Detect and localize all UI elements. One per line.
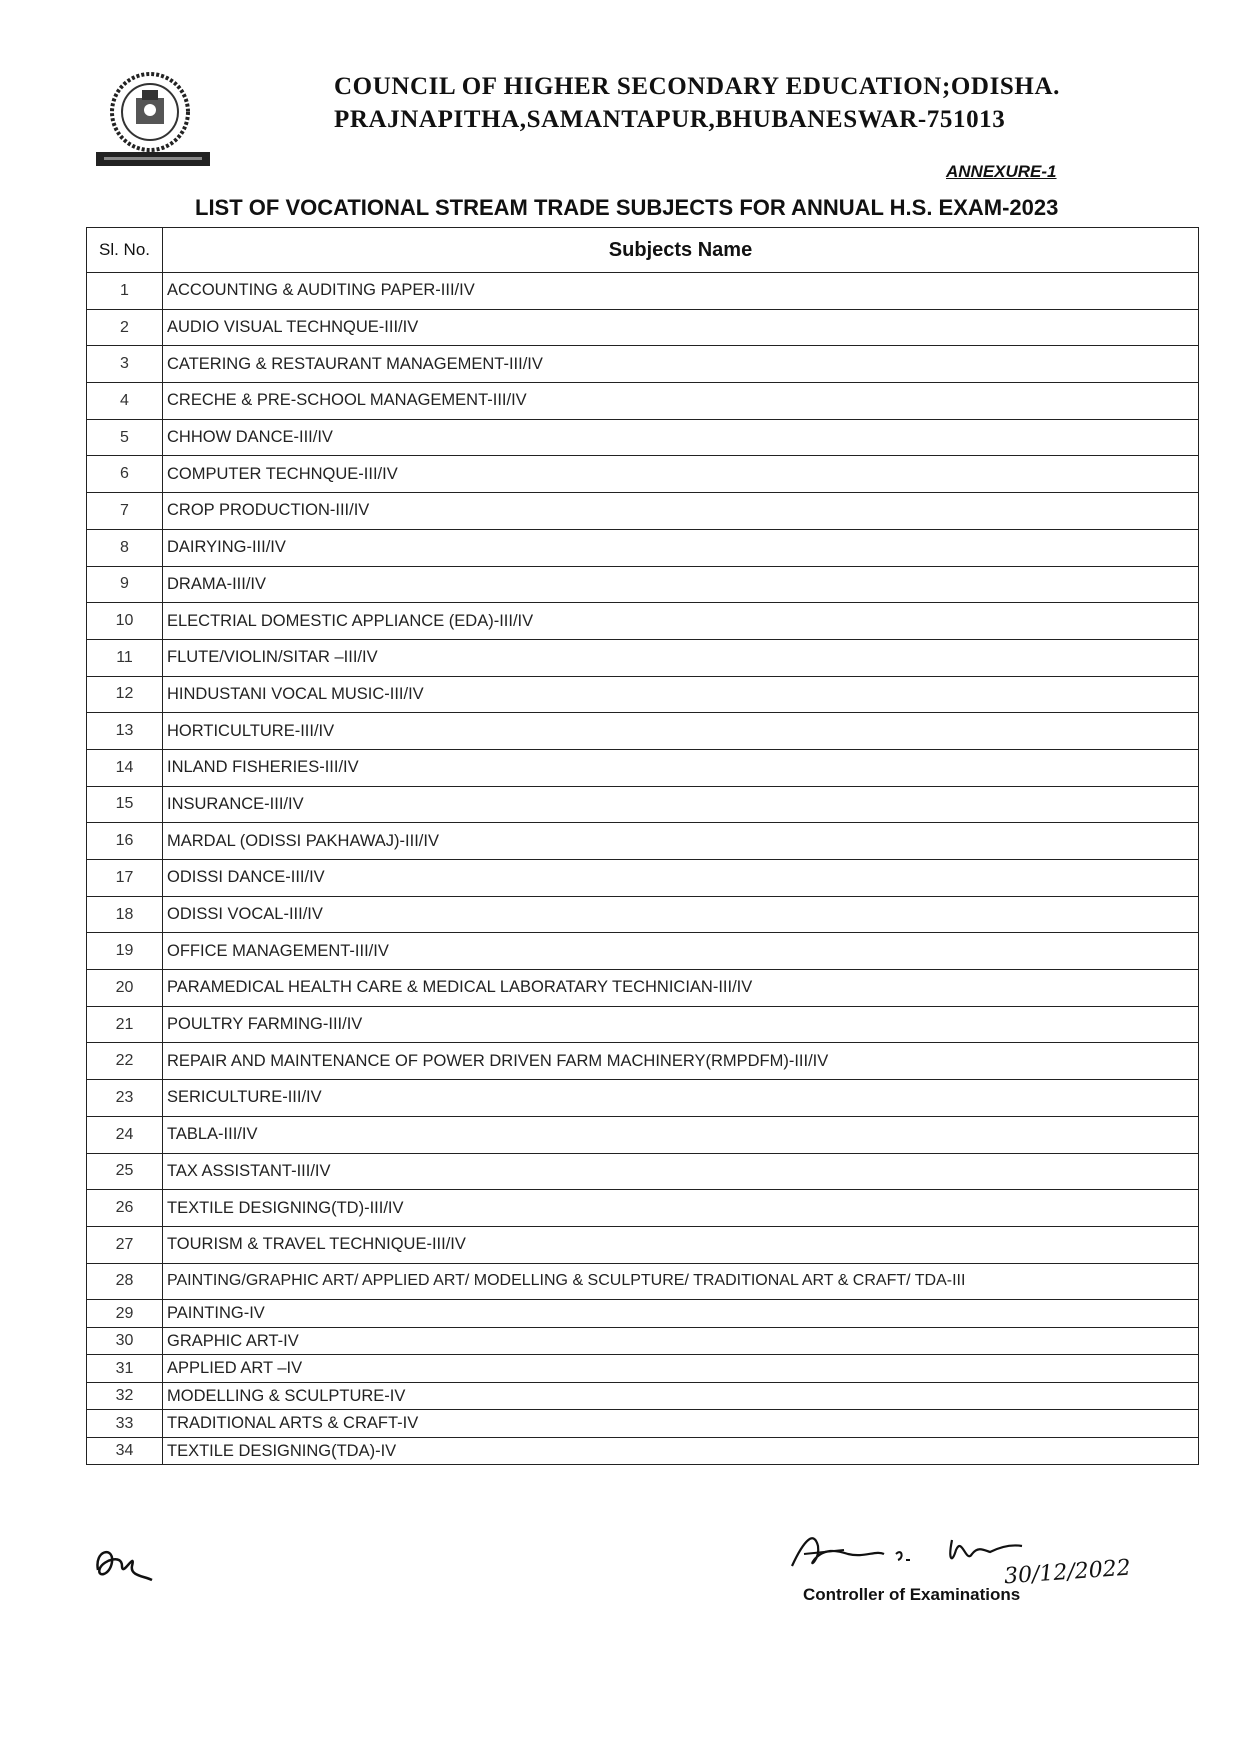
table-row	[87, 1355, 1199, 1383]
serial-number-cell: 21	[87, 1006, 163, 1043]
subjects-table	[86, 227, 1199, 1465]
subject-name-cell: DAIRYING-III/IV	[163, 529, 1199, 566]
controller-of-examinations-label: Controller of Examinations	[803, 1585, 1021, 1604]
subject-name-cell: PARAMEDICAL HEALTH CARE & MEDICAL LABORATARY TECHNICIAN-III/IV	[163, 970, 1199, 1007]
serial-number-cell: 13	[87, 713, 163, 750]
serial-number-cell: 30	[87, 1327, 163, 1355]
table-row	[87, 566, 1199, 603]
table-row	[87, 309, 1199, 346]
table-row	[87, 273, 1199, 310]
table-row	[87, 419, 1199, 456]
subject-name-cell: TRADITIONAL ARTS & CRAFT-IV	[163, 1410, 1199, 1438]
table-row	[87, 713, 1199, 750]
subject-name-cell: MARDAL (ODISSI PAKHAWAJ)-III/IV	[163, 823, 1199, 860]
subject-name-cell: INLAND FISHERIES-III/IV	[163, 749, 1199, 786]
organization-title	[334, 70, 1094, 136]
table-row	[87, 786, 1199, 823]
table-row	[87, 860, 1199, 897]
serial-number-cell: 28	[87, 1263, 163, 1300]
subject-name-cell: FLUTE/VIOLIN/SITAR –III/IV	[163, 639, 1199, 676]
table-row	[87, 456, 1199, 493]
table-row	[87, 529, 1199, 566]
column-header-subjects-name: Subjects Name	[163, 228, 1199, 273]
signature-date: 30/12/2022	[1003, 1555, 1132, 1590]
serial-number-cell: 14	[87, 749, 163, 786]
subject-name-cell: HINDUSTANI VOCAL MUSIC-III/IV	[163, 676, 1199, 713]
serial-number-cell: 22	[87, 1043, 163, 1080]
serial-number-cell: 12	[87, 676, 163, 713]
serial-number-cell: 31	[87, 1355, 163, 1383]
subject-name-cell: GRAPHIC ART-IV	[163, 1327, 1199, 1355]
subject-name-cell: TEXTILE DESIGNING(TDA)-IV	[163, 1437, 1199, 1465]
serial-number-cell: 4	[87, 383, 163, 420]
council-seal-logo	[92, 68, 214, 168]
table-row	[87, 1382, 1199, 1410]
serial-number-cell: 15	[87, 786, 163, 823]
serial-number-cell: 34	[87, 1437, 163, 1465]
subject-name-cell: ELECTRIAL DOMESTIC APPLIANCE (EDA)-III/IV	[163, 603, 1199, 640]
serial-number-cell: 24	[87, 1116, 163, 1153]
subject-name-cell: ODISSI VOCAL-III/IV	[163, 896, 1199, 933]
serial-number-cell: 10	[87, 603, 163, 640]
table-row	[87, 1437, 1199, 1465]
serial-number-cell: 16	[87, 823, 163, 860]
subject-name-cell: CRECHE & PRE-SCHOOL MANAGEMENT-III/IV	[163, 383, 1199, 420]
subject-name-cell: ODISSI DANCE-III/IV	[163, 860, 1199, 897]
subject-name-cell: PAINTING/GRAPHIC ART/ APPLIED ART/ MODELLING & SCULPTURE/ TRADITIONAL ART & CRAFT/ TDA-III	[163, 1263, 1199, 1300]
table-row	[87, 1410, 1199, 1438]
table-row	[87, 603, 1199, 640]
table-row	[87, 1190, 1199, 1227]
subject-name-cell: COMPUTER TECHNQUE-III/IV	[163, 456, 1199, 493]
table-row	[87, 1043, 1199, 1080]
organization-name: COUNCIL OF HIGHER SECONDARY EDUCATION;ODISHA.	[334, 73, 1060, 100]
table-row	[87, 639, 1199, 676]
table-row	[87, 1080, 1199, 1117]
list-title: LIST OF VOCATIONAL STREAM TRADE SUBJECTS FOR ANNUAL H.S. EXAM-2023	[195, 195, 1059, 220]
subject-name-cell: TABLA-III/IV	[163, 1116, 1199, 1153]
serial-number-cell: 7	[87, 493, 163, 530]
table-row	[87, 1006, 1199, 1043]
table-row	[87, 823, 1199, 860]
table-row	[87, 383, 1199, 420]
annexure-label: ANNEXURE-1	[946, 162, 1057, 181]
serial-number-cell: 26	[87, 1190, 163, 1227]
table-row	[87, 1263, 1199, 1300]
subject-name-cell: CATERING & RESTAURANT MANAGEMENT-III/IV	[163, 346, 1199, 383]
table-row	[87, 493, 1199, 530]
table-row	[87, 933, 1199, 970]
serial-number-cell: 19	[87, 933, 163, 970]
table-body	[87, 273, 1199, 1465]
subject-name-cell: PAINTING-IV	[163, 1300, 1199, 1328]
subject-name-cell: CROP PRODUCTION-III/IV	[163, 493, 1199, 530]
serial-number-cell: 5	[87, 419, 163, 456]
serial-number-cell: 23	[87, 1080, 163, 1117]
serial-number-cell: 32	[87, 1382, 163, 1410]
subject-name-cell: TOURISM & TRAVEL TECHNIQUE-III/IV	[163, 1226, 1199, 1263]
subject-name-cell: TEXTILE DESIGNING(TD)-III/IV	[163, 1190, 1199, 1227]
serial-number-cell: 6	[87, 456, 163, 493]
serial-number-cell: 9	[87, 566, 163, 603]
subject-name-cell: OFFICE MANAGEMENT-III/IV	[163, 933, 1199, 970]
serial-number-cell: 20	[87, 970, 163, 1007]
subject-name-cell: TAX ASSISTANT-III/IV	[163, 1153, 1199, 1190]
serial-number-cell: 8	[87, 529, 163, 566]
subject-name-cell: AUDIO VISUAL TECHNQUE-III/IV	[163, 309, 1199, 346]
table-row	[87, 749, 1199, 786]
subject-name-cell: POULTRY FARMING-III/IV	[163, 1006, 1199, 1043]
table-row	[87, 970, 1199, 1007]
serial-number-cell: 3	[87, 346, 163, 383]
subject-name-cell: REPAIR AND MAINTENANCE OF POWER DRIVEN FARM MACHINERY(RMPDFM)-III/IV	[163, 1043, 1199, 1080]
serial-number-cell: 27	[87, 1226, 163, 1263]
table-header-row	[87, 228, 1199, 273]
table-row	[87, 676, 1199, 713]
subject-name-cell: INSURANCE-III/IV	[163, 786, 1199, 823]
column-header-sl-no: Sl. No.	[87, 228, 163, 273]
serial-number-cell: 17	[87, 860, 163, 897]
table-row	[87, 1327, 1199, 1355]
table-row	[87, 1300, 1199, 1328]
subject-name-cell: CHHOW DANCE-III/IV	[163, 419, 1199, 456]
subject-name-cell: ACCOUNTING & AUDITING PAPER-III/IV	[163, 273, 1199, 310]
organization-address: PRAJNAPITHA,SAMANTAPUR,BHUBANESWAR-751013	[334, 106, 1006, 133]
subject-name-cell: MODELLING & SCULPTURE-IV	[163, 1382, 1199, 1410]
serial-number-cell: 11	[87, 639, 163, 676]
serial-number-cell: 33	[87, 1410, 163, 1438]
table-row	[87, 1226, 1199, 1263]
initials-signature	[92, 1540, 156, 1584]
serial-number-cell: 18	[87, 896, 163, 933]
subject-name-cell: DRAMA-III/IV	[163, 566, 1199, 603]
serial-number-cell: 25	[87, 1153, 163, 1190]
subject-name-cell: HORTICULTURE-III/IV	[163, 713, 1199, 750]
serial-number-cell: 2	[87, 309, 163, 346]
table-row	[87, 346, 1199, 383]
subject-name-cell: APPLIED ART –IV	[163, 1355, 1199, 1383]
table-row	[87, 1153, 1199, 1190]
subject-name-cell: SERICULTURE-III/IV	[163, 1080, 1199, 1117]
serial-number-cell: 1	[87, 273, 163, 310]
table-row	[87, 896, 1199, 933]
table-row	[87, 1116, 1199, 1153]
serial-number-cell: 29	[87, 1300, 163, 1328]
